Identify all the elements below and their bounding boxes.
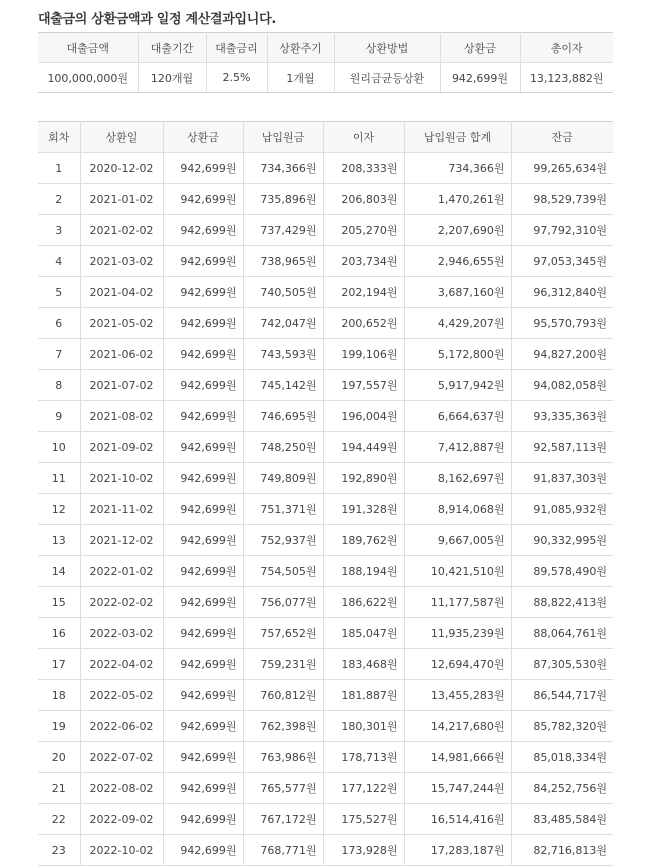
- payment-cell: 942,699원: [163, 711, 243, 742]
- table-row: [38, 463, 613, 494]
- balance-cell: 97,053,345원: [511, 246, 613, 277]
- principal-cell: 737,429원: [243, 215, 323, 246]
- table-row: [38, 618, 613, 649]
- principal-sum-cell: 5,917,942원: [404, 370, 511, 401]
- principal-cell: 745,142원: [243, 370, 323, 401]
- table-row: [38, 835, 613, 866]
- interest-cell: 194,449원: [323, 432, 404, 463]
- principal-sum-cell: 11,935,239원: [404, 618, 511, 649]
- interest-cell: 191,328원: [323, 494, 404, 525]
- balance-cell: 96,312,840원: [511, 277, 613, 308]
- principal-sum-cell: 8,162,697원: [404, 463, 511, 494]
- round-cell: 4: [38, 246, 80, 277]
- round-cell: 18: [38, 680, 80, 711]
- principal-cell: 760,812원: [243, 680, 323, 711]
- payment-cell: 942,699원: [163, 215, 243, 246]
- principal-cell: 765,577원: [243, 773, 323, 804]
- payment-cell: 942,699원: [163, 835, 243, 866]
- table-row: [38, 742, 613, 773]
- principal-sum-cell: 6,664,637원: [404, 401, 511, 432]
- principal-cell: 746,695원: [243, 401, 323, 432]
- table-row: [38, 587, 613, 618]
- balance-cell: 93,335,363원: [511, 401, 613, 432]
- schedule-header-balance: 잔금: [511, 122, 613, 153]
- date-cell: 2021-03-02: [80, 246, 163, 277]
- principal-sum-cell: 9,667,005원: [404, 525, 511, 556]
- table-row: [38, 773, 613, 804]
- summary-loan-term: 120개월: [138, 63, 206, 93]
- table-row: [38, 339, 613, 370]
- interest-cell: 189,762원: [323, 525, 404, 556]
- payment-cell: 942,699원: [163, 246, 243, 277]
- round-cell: 8: [38, 370, 80, 401]
- schedule-header-principal-sum: 납입원금 합계: [404, 122, 511, 153]
- date-cell: 2021-10-02: [80, 463, 163, 494]
- date-cell: 2021-12-02: [80, 525, 163, 556]
- principal-cell: 757,652원: [243, 618, 323, 649]
- date-cell: 2022-02-02: [80, 587, 163, 618]
- summary-header-interest-rate: 대출금리: [206, 33, 267, 63]
- round-cell: 3: [38, 215, 80, 246]
- payment-cell: 942,699원: [163, 804, 243, 835]
- principal-cell: 734,366원: [243, 153, 323, 184]
- round-cell: 16: [38, 618, 80, 649]
- balance-cell: 88,822,413원: [511, 587, 613, 618]
- principal-cell: 767,172원: [243, 804, 323, 835]
- interest-cell: 173,928원: [323, 835, 404, 866]
- payment-cell: 942,699원: [163, 308, 243, 339]
- principal-sum-cell: 14,981,666원: [404, 742, 511, 773]
- principal-sum-cell: 3,687,160원: [404, 277, 511, 308]
- principal-sum-cell: 734,366원: [404, 153, 511, 184]
- balance-cell: 91,837,303원: [511, 463, 613, 494]
- date-cell: 2021-02-02: [80, 215, 163, 246]
- summary-value-row: [38, 63, 613, 93]
- balance-cell: 82,716,813원: [511, 835, 613, 866]
- round-cell: 20: [38, 742, 80, 773]
- date-cell: 2022-06-02: [80, 711, 163, 742]
- schedule-header-interest: 이자: [323, 122, 404, 153]
- table-row: [38, 370, 613, 401]
- table-row: [38, 215, 613, 246]
- round-cell: 19: [38, 711, 80, 742]
- interest-cell: 188,194원: [323, 556, 404, 587]
- payment-cell: 942,699원: [163, 649, 243, 680]
- principal-cell: 748,250원: [243, 432, 323, 463]
- summary-header-row: [38, 33, 613, 63]
- principal-cell: 749,809원: [243, 463, 323, 494]
- interest-cell: 203,734원: [323, 246, 404, 277]
- table-row: [38, 556, 613, 587]
- schedule-body: [38, 153, 613, 866]
- principal-cell: 763,986원: [243, 742, 323, 773]
- schedule-header-principal: 납입원금: [243, 122, 323, 153]
- table-row: [38, 494, 613, 525]
- page-title: 대출금의 상환금액과 일정 계산결과입니다.: [38, 12, 276, 27]
- balance-cell: 91,085,932원: [511, 494, 613, 525]
- schedule-header-round: 회차: [38, 122, 80, 153]
- principal-sum-cell: 13,455,283원: [404, 680, 511, 711]
- interest-cell: 200,652원: [323, 308, 404, 339]
- payment-cell: 942,699원: [163, 773, 243, 804]
- principal-cell: 768,771원: [243, 835, 323, 866]
- table-row: [38, 649, 613, 680]
- date-cell: 2022-07-02: [80, 742, 163, 773]
- payment-cell: 942,699원: [163, 432, 243, 463]
- balance-cell: 94,082,058원: [511, 370, 613, 401]
- balance-cell: 99,265,634원: [511, 153, 613, 184]
- date-cell: 2021-07-02: [80, 370, 163, 401]
- round-cell: 10: [38, 432, 80, 463]
- interest-cell: 192,890원: [323, 463, 404, 494]
- balance-cell: 92,587,113원: [511, 432, 613, 463]
- interest-cell: 181,887원: [323, 680, 404, 711]
- table-row: [38, 308, 613, 339]
- summary-repayment-method: 원리금균등상환: [334, 63, 440, 93]
- date-cell: 2021-05-02: [80, 308, 163, 339]
- date-cell: 2022-05-02: [80, 680, 163, 711]
- payment-cell: 942,699원: [163, 339, 243, 370]
- principal-cell: 762,398원: [243, 711, 323, 742]
- balance-cell: 84,252,756원: [511, 773, 613, 804]
- interest-cell: 208,333원: [323, 153, 404, 184]
- round-cell: 13: [38, 525, 80, 556]
- payment-cell: 942,699원: [163, 587, 243, 618]
- interest-cell: 183,468원: [323, 649, 404, 680]
- table-row: [38, 246, 613, 277]
- summary-interest-rate: 2.5%: [206, 63, 267, 93]
- table-row: [38, 432, 613, 463]
- payment-cell: 942,699원: [163, 556, 243, 587]
- summary-header-total-interest: 총이자: [520, 33, 613, 63]
- round-cell: 22: [38, 804, 80, 835]
- table-row: [38, 711, 613, 742]
- table-row: [38, 804, 613, 835]
- payment-cell: 942,699원: [163, 742, 243, 773]
- round-cell: 9: [38, 401, 80, 432]
- summary-header-repayment-method: 상환방법: [334, 33, 440, 63]
- principal-sum-cell: 8,914,068원: [404, 494, 511, 525]
- principal-sum-cell: 10,421,510원: [404, 556, 511, 587]
- summary-repayment-cycle: 1개월: [267, 63, 334, 93]
- date-cell: 2022-08-02: [80, 773, 163, 804]
- summary-total-interest: 13,123,882원: [520, 63, 613, 93]
- summary-header-payment: 상환금: [440, 33, 520, 63]
- payment-cell: 942,699원: [163, 463, 243, 494]
- interest-cell: 196,004원: [323, 401, 404, 432]
- payment-cell: 942,699원: [163, 680, 243, 711]
- interest-cell: 185,047원: [323, 618, 404, 649]
- date-cell: 2022-01-02: [80, 556, 163, 587]
- round-cell: 14: [38, 556, 80, 587]
- round-cell: 11: [38, 463, 80, 494]
- interest-cell: 177,122원: [323, 773, 404, 804]
- round-cell: 12: [38, 494, 80, 525]
- summary-payment: 942,699원: [440, 63, 520, 93]
- balance-cell: 95,570,793원: [511, 308, 613, 339]
- payment-cell: 942,699원: [163, 525, 243, 556]
- table-row: [38, 525, 613, 556]
- round-cell: 7: [38, 339, 80, 370]
- table-row: [38, 401, 613, 432]
- schedule-header-payment: 상환금: [163, 122, 243, 153]
- payment-cell: 942,699원: [163, 494, 243, 525]
- date-cell: 2021-09-02: [80, 432, 163, 463]
- principal-cell: 738,965원: [243, 246, 323, 277]
- table-row: [38, 153, 613, 184]
- balance-cell: 97,792,310원: [511, 215, 613, 246]
- balance-cell: 90,332,995원: [511, 525, 613, 556]
- summary-header-loan-amount: 대출금액: [38, 33, 138, 63]
- interest-cell: 197,557원: [323, 370, 404, 401]
- principal-cell: 742,047원: [243, 308, 323, 339]
- principal-cell: 751,371원: [243, 494, 323, 525]
- balance-cell: 85,018,334원: [511, 742, 613, 773]
- interest-cell: 175,527원: [323, 804, 404, 835]
- balance-cell: 87,305,530원: [511, 649, 613, 680]
- principal-sum-cell: 1,470,261원: [404, 184, 511, 215]
- principal-cell: 740,505원: [243, 277, 323, 308]
- table-row: [38, 680, 613, 711]
- interest-cell: 186,622원: [323, 587, 404, 618]
- balance-cell: 88,064,761원: [511, 618, 613, 649]
- round-cell: 6: [38, 308, 80, 339]
- date-cell: 2021-08-02: [80, 401, 163, 432]
- payment-cell: 942,699원: [163, 401, 243, 432]
- interest-cell: 178,713원: [323, 742, 404, 773]
- interest-cell: 202,194원: [323, 277, 404, 308]
- principal-sum-cell: 2,946,655원: [404, 246, 511, 277]
- principal-sum-cell: 4,429,207원: [404, 308, 511, 339]
- balance-cell: 83,485,584원: [511, 804, 613, 835]
- loan-summary-table: [38, 32, 613, 93]
- principal-sum-cell: 11,177,587원: [404, 587, 511, 618]
- balance-cell: 86,544,717원: [511, 680, 613, 711]
- date-cell: 2021-01-02: [80, 184, 163, 215]
- round-cell: 23: [38, 835, 80, 866]
- schedule-header-row: [38, 122, 613, 153]
- interest-cell: 180,301원: [323, 711, 404, 742]
- payment-cell: 942,699원: [163, 618, 243, 649]
- schedule-header-date: 상환일: [80, 122, 163, 153]
- payment-cell: 942,699원: [163, 277, 243, 308]
- payment-cell: 942,699원: [163, 370, 243, 401]
- round-cell: 1: [38, 153, 80, 184]
- round-cell: 17: [38, 649, 80, 680]
- principal-sum-cell: 14,217,680원: [404, 711, 511, 742]
- interest-cell: 205,270원: [323, 215, 404, 246]
- date-cell: 2021-11-02: [80, 494, 163, 525]
- payment-cell: 942,699원: [163, 153, 243, 184]
- table-row: [38, 184, 613, 215]
- principal-sum-cell: 2,207,690원: [404, 215, 511, 246]
- date-cell: 2021-06-02: [80, 339, 163, 370]
- balance-cell: 85,782,320원: [511, 711, 613, 742]
- summary-header-repayment-cycle: 상환주기: [267, 33, 334, 63]
- date-cell: 2022-09-02: [80, 804, 163, 835]
- principal-cell: 759,231원: [243, 649, 323, 680]
- date-cell: 2022-03-02: [80, 618, 163, 649]
- summary-header-loan-term: 대출기간: [138, 33, 206, 63]
- principal-cell: 754,505원: [243, 556, 323, 587]
- principal-sum-cell: 16,514,416원: [404, 804, 511, 835]
- principal-sum-cell: 5,172,800원: [404, 339, 511, 370]
- date-cell: 2022-10-02: [80, 835, 163, 866]
- principal-cell: 752,937원: [243, 525, 323, 556]
- round-cell: 2: [38, 184, 80, 215]
- principal-sum-cell: 7,412,887원: [404, 432, 511, 463]
- interest-cell: 206,803원: [323, 184, 404, 215]
- balance-cell: 89,578,490원: [511, 556, 613, 587]
- interest-cell: 199,106원: [323, 339, 404, 370]
- principal-cell: 735,896원: [243, 184, 323, 215]
- round-cell: 5: [38, 277, 80, 308]
- principal-sum-cell: 17,283,187원: [404, 835, 511, 866]
- summary-loan-amount: 100,000,000원: [38, 63, 138, 93]
- balance-cell: 98,529,739원: [511, 184, 613, 215]
- table-row: [38, 277, 613, 308]
- round-cell: 15: [38, 587, 80, 618]
- principal-cell: 756,077원: [243, 587, 323, 618]
- principal-sum-cell: 15,747,244원: [404, 773, 511, 804]
- balance-cell: 94,827,200원: [511, 339, 613, 370]
- date-cell: 2020-12-02: [80, 153, 163, 184]
- date-cell: 2022-04-02: [80, 649, 163, 680]
- repayment-schedule-table: [38, 121, 613, 866]
- principal-sum-cell: 12,694,470원: [404, 649, 511, 680]
- principal-cell: 743,593원: [243, 339, 323, 370]
- date-cell: 2021-04-02: [80, 277, 163, 308]
- payment-cell: 942,699원: [163, 184, 243, 215]
- round-cell: 21: [38, 773, 80, 804]
